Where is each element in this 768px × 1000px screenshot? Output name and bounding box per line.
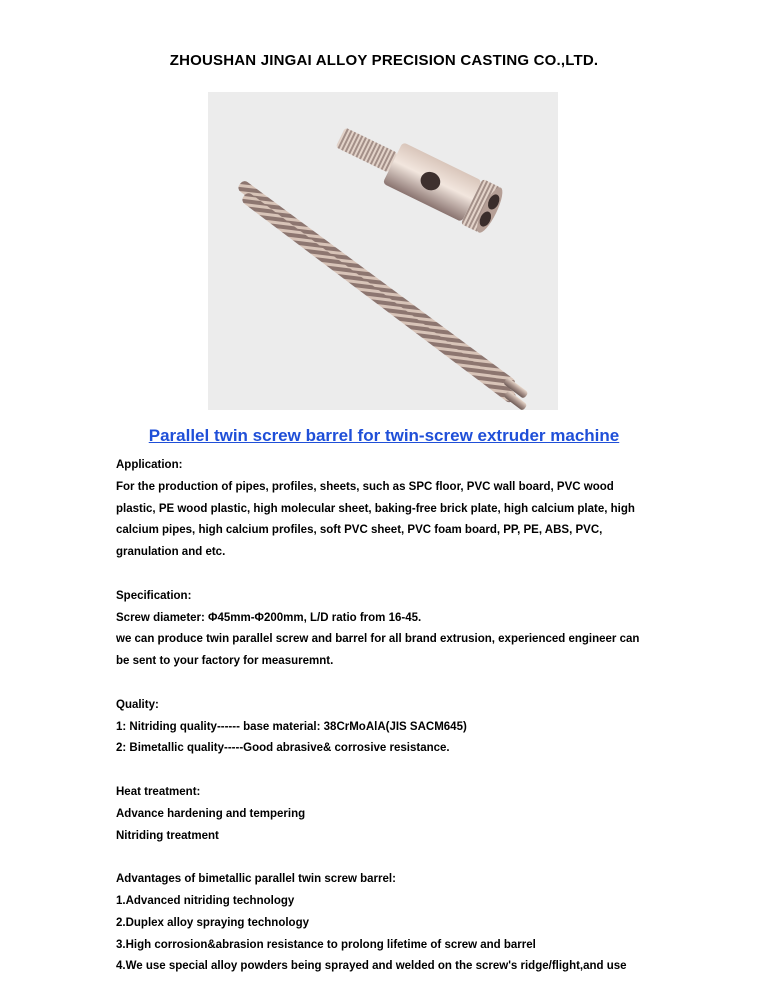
text-line: we can produce twin parallel screw and barrel for all brand extrusion, experienced engineer can <box>116 633 640 646</box>
product-title-link[interactable]: Parallel twin screw barrel for twin-screw extruder machine <box>148 426 620 445</box>
text-line: be sent to your factory for measuremnt. <box>116 655 334 668</box>
section-heading: Application: <box>116 459 183 471</box>
product-photo <box>208 92 558 410</box>
text-line: 2: Bimetallic quality-----Good abrasive& corrosive resistance. <box>116 742 450 755</box>
company-name: ZHOUSHAN JINGAI ALLOY PRECISION CASTING CO.,LTD. <box>169 52 599 69</box>
text-line: 3.High corrosion&abrasion resistance to prolong lifetime of screw and barrel <box>116 938 536 951</box>
section-heading: Advantages of bimetallic parallel twin screw barrel: <box>116 873 396 886</box>
application-section <box>116 455 656 564</box>
text-line: Advance hardening and tempering <box>116 807 306 820</box>
text-line: 2.Duplex alloy spraying technology <box>116 916 309 929</box>
text-line: calcium pipes, high calcium profiles, soft PVC sheet, PVC foam board, PP, PE, ABS, PVC, <box>116 524 603 537</box>
section-heading: Specification: <box>116 589 192 602</box>
text-line: 1: Nitriding quality------ base material: 38CrMoAlA(JIS SACM645) <box>116 720 467 733</box>
section-heading: Quality: <box>116 698 159 711</box>
advantages-section <box>116 869 656 978</box>
specification-section <box>116 586 656 673</box>
twin-screw-barrel-image <box>208 92 558 410</box>
text-line: 1.Advanced nitriding technology <box>116 894 295 907</box>
text-line: granulation and etc. <box>116 546 226 559</box>
text-line: For the production of pipes, profiles, sheets, such as SPC floor, PVC wall board, PVC wood <box>116 480 614 493</box>
quality-section <box>116 695 656 760</box>
text-line: Screw diameter: Φ45mm-Φ200mm, L/D ratio from 16-45. <box>116 611 422 624</box>
text-line: plastic, PE wood plastic, high molecular sheet, baking-free brick plate, high calcium plate, high <box>116 502 635 515</box>
heat-treatment-section <box>116 782 656 847</box>
text-line: 4.We use special alloy powders being sprayed and welded on the screw's ridge/flight,and use <box>116 960 627 973</box>
text-line: Nitriding treatment <box>116 829 219 842</box>
section-heading: Heat treatment: <box>116 785 201 798</box>
document-body <box>116 455 656 1000</box>
